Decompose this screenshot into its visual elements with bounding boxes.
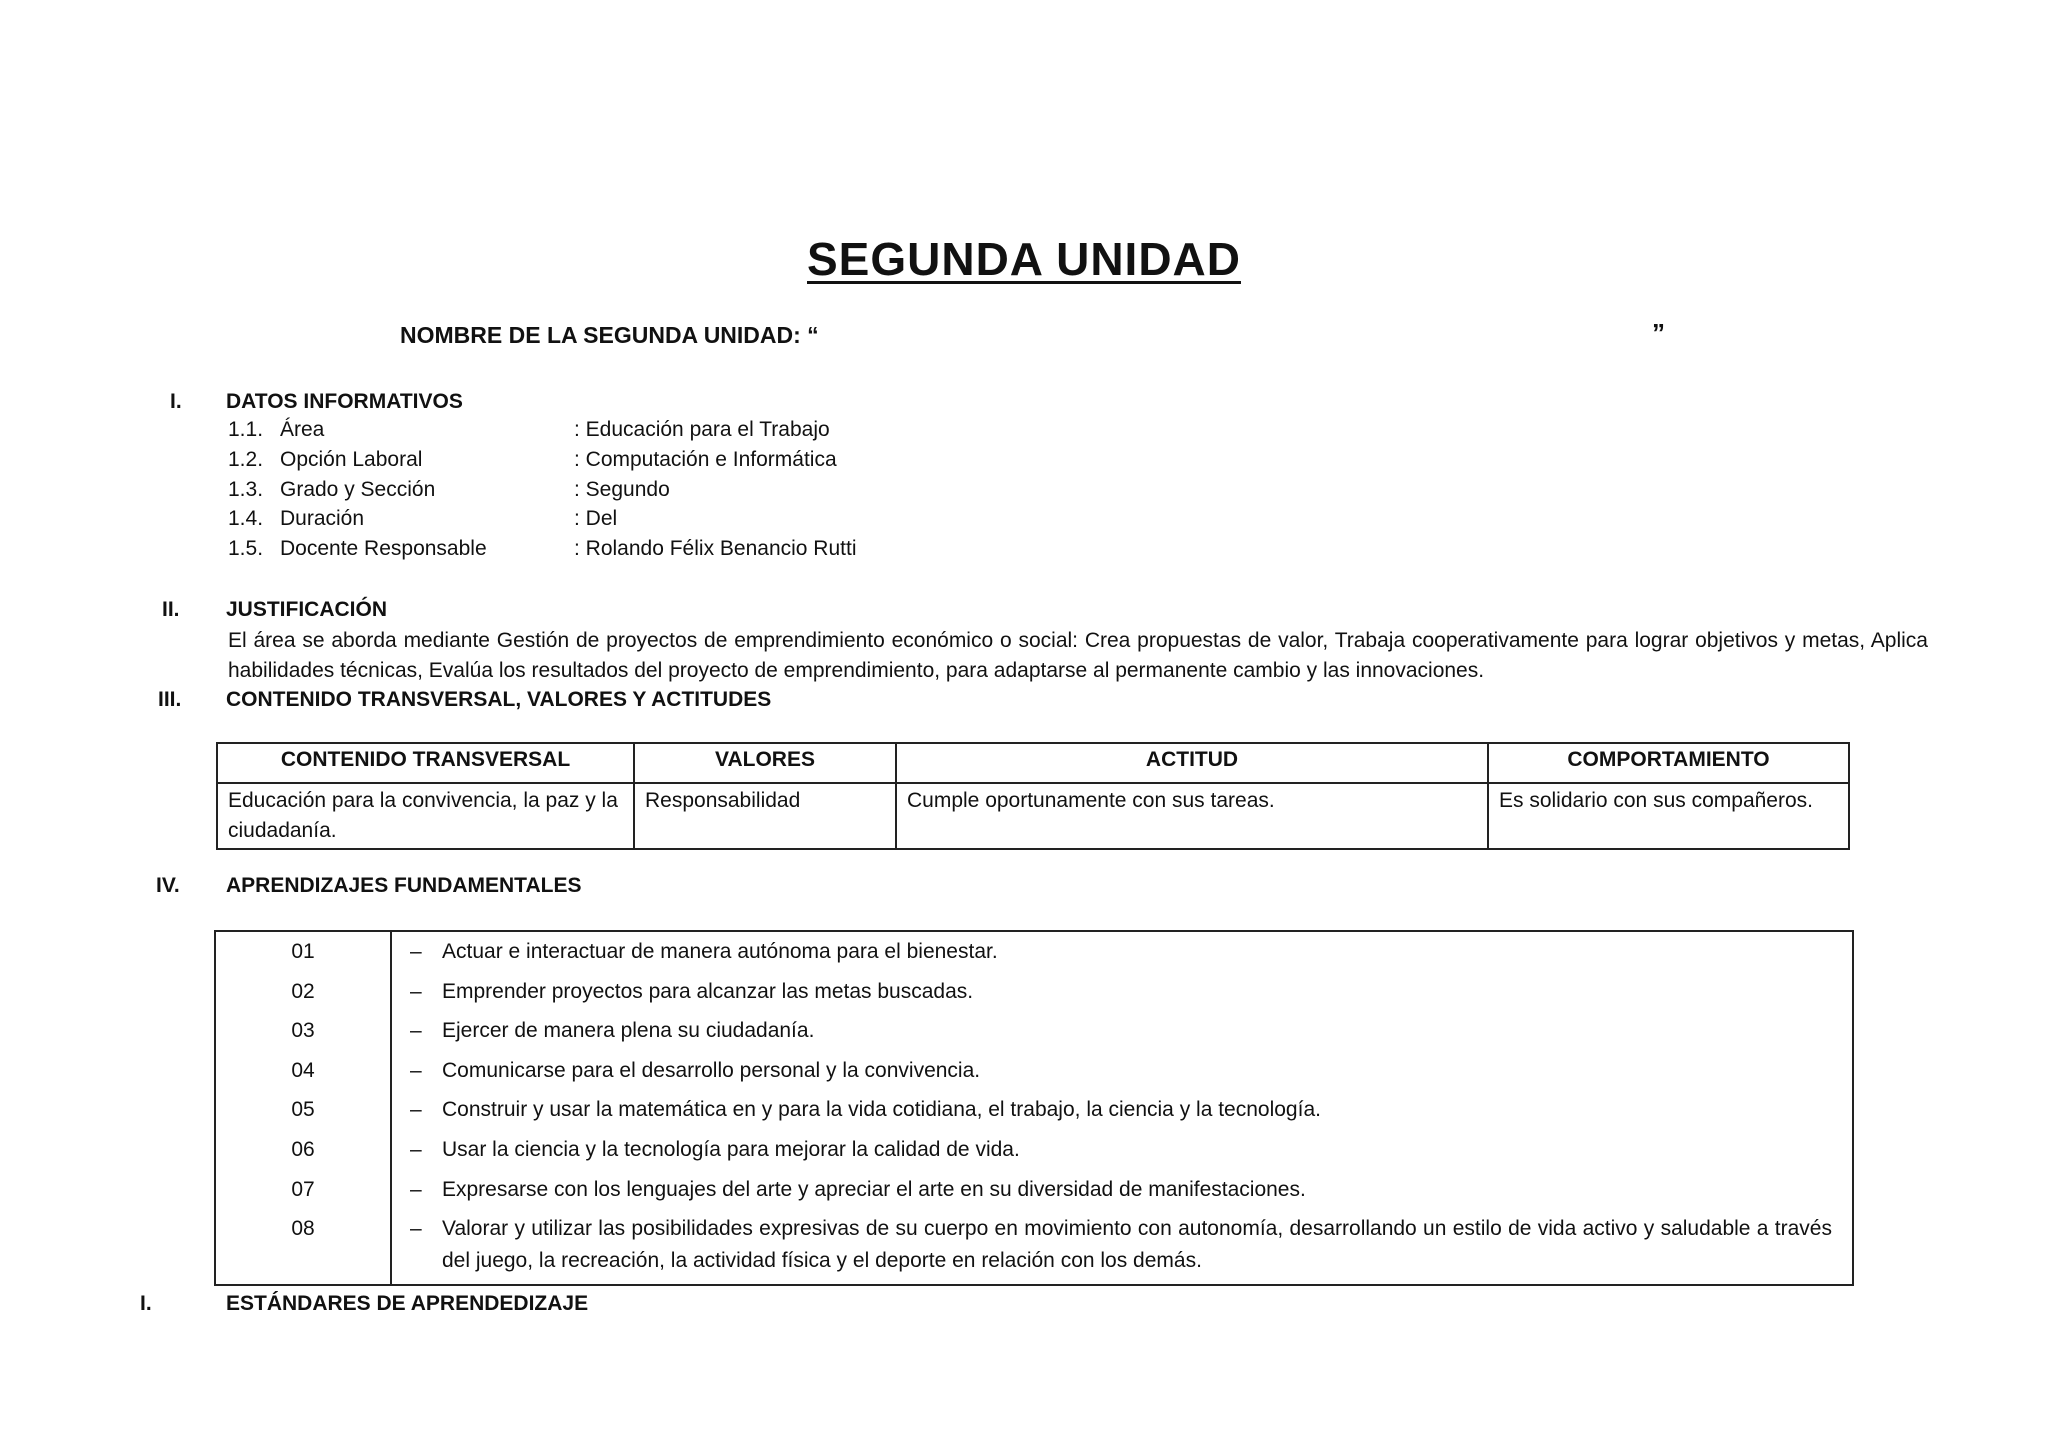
item-dash: – bbox=[410, 1178, 422, 1201]
section-5-roman: I. bbox=[140, 1292, 152, 1315]
item-text: Expresarse con los lenguajes del arte y apreciar el arte en su diversidad de manifestaciones. bbox=[442, 1178, 1306, 1201]
info-value: : Segundo bbox=[574, 478, 670, 501]
item-dash: – bbox=[410, 1217, 422, 1240]
item-text: Emprender proyectos para alcanzar las metas buscadas. bbox=[442, 980, 974, 1003]
item-text: Valorar y utilizar las posibilidades expresivas de su cuerpo en movimiento con autonomía, desarrollando un estilo de vida activo y saludable a través del juego, la recreación, la actividad física y el deporte en relación con los demás. bbox=[442, 1217, 1832, 1272]
item-dash: – bbox=[410, 1138, 422, 1161]
document-title-text: SEGUNDA UNIDAD bbox=[807, 233, 1241, 285]
info-num: 1.4. bbox=[228, 507, 264, 530]
item-number: 08 bbox=[291, 1217, 315, 1240]
section-3-roman: III. bbox=[158, 688, 182, 711]
table-header: ACTITUD bbox=[896, 743, 1488, 783]
table-row bbox=[217, 783, 1849, 849]
item-dash: – bbox=[410, 940, 422, 963]
item-number: 03 bbox=[291, 1019, 315, 1042]
section-1-heading: DATOS INFORMATIVOS bbox=[226, 390, 463, 413]
item-dash: – bbox=[410, 1098, 422, 1121]
item-number: 02 bbox=[291, 980, 315, 1003]
info-label: Área bbox=[280, 418, 325, 441]
item-dash: – bbox=[410, 1019, 422, 1042]
table-cell: Cumple oportunamente con sus tareas. bbox=[896, 783, 1488, 849]
info-label: Duración bbox=[280, 507, 365, 530]
info-label: Docente Responsable bbox=[280, 537, 487, 560]
table-cell: Educación para la convivencia, la paz y la ciudadanía. bbox=[217, 783, 634, 849]
item-text: Ejercer de manera plena su ciudadanía. bbox=[442, 1019, 815, 1042]
item-number: 01 bbox=[291, 940, 315, 963]
section-2-roman: II. bbox=[162, 598, 180, 621]
unit-name-label: NOMBRE DE LA SEGUNDA UNIDAD: “ bbox=[400, 322, 819, 348]
info-value: : Computación e Informática bbox=[574, 448, 837, 471]
item-number: 04 bbox=[291, 1059, 315, 1082]
section-4-roman: IV. bbox=[156, 874, 180, 897]
item-dash: – bbox=[410, 1059, 422, 1082]
section-2-heading: JUSTIFICACIÓN bbox=[226, 598, 388, 621]
info-label: Grado y Sección bbox=[280, 478, 436, 501]
justificacion-text: El área se aborda mediante Gestión de proyectos de emprendimiento económico o social: Crea propuestas de valor, Trabaja cooperativamente para lograr objetivos y metas, Aplica habilidades técnicas, Evalúa los resultados del proyecto de emprendimiento, para adaptarse al permanente cambio y las innovaciones. bbox=[228, 629, 1928, 682]
aprendizajes-table bbox=[214, 930, 1854, 1286]
item-dash: – bbox=[410, 980, 422, 1003]
info-value: : Del bbox=[574, 507, 618, 530]
table-column-divider bbox=[390, 932, 392, 1284]
section-1-roman: I. bbox=[170, 390, 182, 413]
table-header-row bbox=[217, 743, 1849, 783]
info-label: Opción Laboral bbox=[280, 448, 423, 471]
item-text: Comunicarse para el desarrollo personal y la convivencia. bbox=[442, 1059, 981, 1082]
table-header: COMPORTAMIENTO bbox=[1488, 743, 1849, 783]
table-cell: Responsabilidad bbox=[634, 783, 896, 849]
item-text: Actuar e interactuar de manera autónoma para el bienestar. bbox=[442, 940, 998, 963]
section-3-heading: CONTENIDO TRANSVERSAL, VALORES Y ACTITUDES bbox=[226, 688, 772, 711]
document-title bbox=[0, 232, 2048, 286]
table-header: CONTENIDO TRANSVERSAL bbox=[217, 743, 634, 783]
info-value: : Educación para el Trabajo bbox=[574, 418, 830, 441]
unit-name-close-quote: ” bbox=[1652, 318, 1665, 348]
section-5-heading: ESTÁNDARES DE APRENDEDIZAJE bbox=[226, 1292, 589, 1315]
info-num: 1.5. bbox=[228, 537, 264, 560]
info-num: 1.3. bbox=[228, 478, 264, 501]
table-header: VALORES bbox=[634, 743, 896, 783]
transversal-table bbox=[216, 742, 1850, 850]
section-4-heading: APRENDIZAJES FUNDAMENTALES bbox=[226, 874, 582, 897]
item-text: Usar la ciencia y la tecnología para mejorar la calidad de vida. bbox=[442, 1138, 1020, 1161]
info-num: 1.1. bbox=[228, 418, 264, 441]
info-value: : Rolando Félix Benancio Rutti bbox=[574, 537, 857, 560]
info-num: 1.2. bbox=[228, 448, 264, 471]
table-cell: Es solidario con sus compañeros. bbox=[1488, 783, 1849, 849]
item-number: 07 bbox=[291, 1178, 315, 1201]
item-number: 06 bbox=[291, 1138, 315, 1161]
item-number: 05 bbox=[291, 1098, 315, 1121]
item-text: Construir y usar la matemática en y para la vida cotidiana, el trabajo, la ciencia y la tecnología. bbox=[442, 1098, 1321, 1121]
